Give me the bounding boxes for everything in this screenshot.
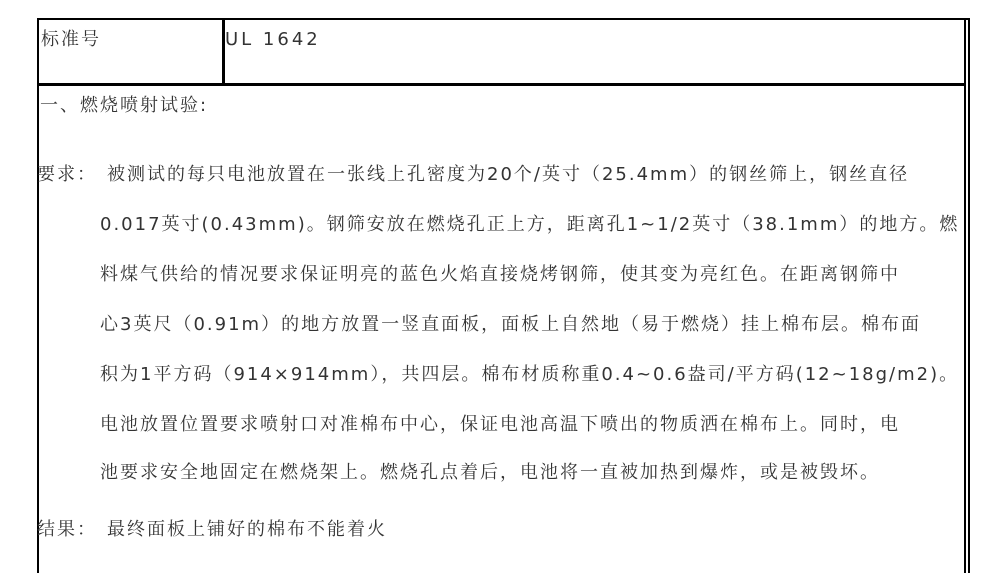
- requirement-line: 0.017英寸(0.43mm)。钢筛安放在燃烧孔正上方，距离孔1~1/2英寸（38.1mm）的地方。燃: [100, 214, 960, 235]
- requirement-text: 被测试的每只电池放置在一张线上孔密度为20个/英寸（25.4mm）的钢丝筛上，钢丝直径: [107, 164, 910, 185]
- table-border-left: [37, 18, 39, 573]
- section-title: 一、燃烧喷射试验:: [40, 95, 209, 116]
- result-line: [37, 518, 387, 542]
- requirement-line: 积为1平方码（914×914mm），共四层。棉布材质称重0.4~0.6盎司/平方码(12~18g/m2)。: [100, 364, 960, 385]
- requirement-label: 要求：: [37, 164, 97, 185]
- table-border-right-inner: [964, 18, 966, 573]
- result-label: 结果：: [37, 519, 97, 540]
- table-row-divider: [37, 83, 966, 86]
- requirement-line: [37, 163, 909, 187]
- requirement-line: 料煤气供给的情况要求保证明亮的蓝色火焰直接烧烤钢筛，使其变为亮红色。在距离钢筛中: [100, 264, 900, 285]
- requirement-line: 心3英尺（0.91m）的地方放置一竖直面板，面板上自然地（易于燃烧）挂上棉布层。棉布面: [100, 314, 922, 335]
- table-border-right-outer: [968, 18, 970, 573]
- table-border-top: [37, 18, 970, 20]
- standard-number-label: 标准号: [41, 29, 101, 50]
- requirement-line: 电池放置位置要求喷射口对准棉布中心，保证电池高温下喷出的物质洒在棉布上。同时，电: [100, 414, 900, 435]
- result-text: 最终面板上铺好的棉布不能着火: [107, 519, 387, 540]
- requirement-line: 池要求安全地固定在燃烧架上。燃烧孔点着后，电池将一直被加热到爆炸，或是被毁坏。: [100, 462, 880, 483]
- standard-number-value: UL 1642: [225, 29, 321, 50]
